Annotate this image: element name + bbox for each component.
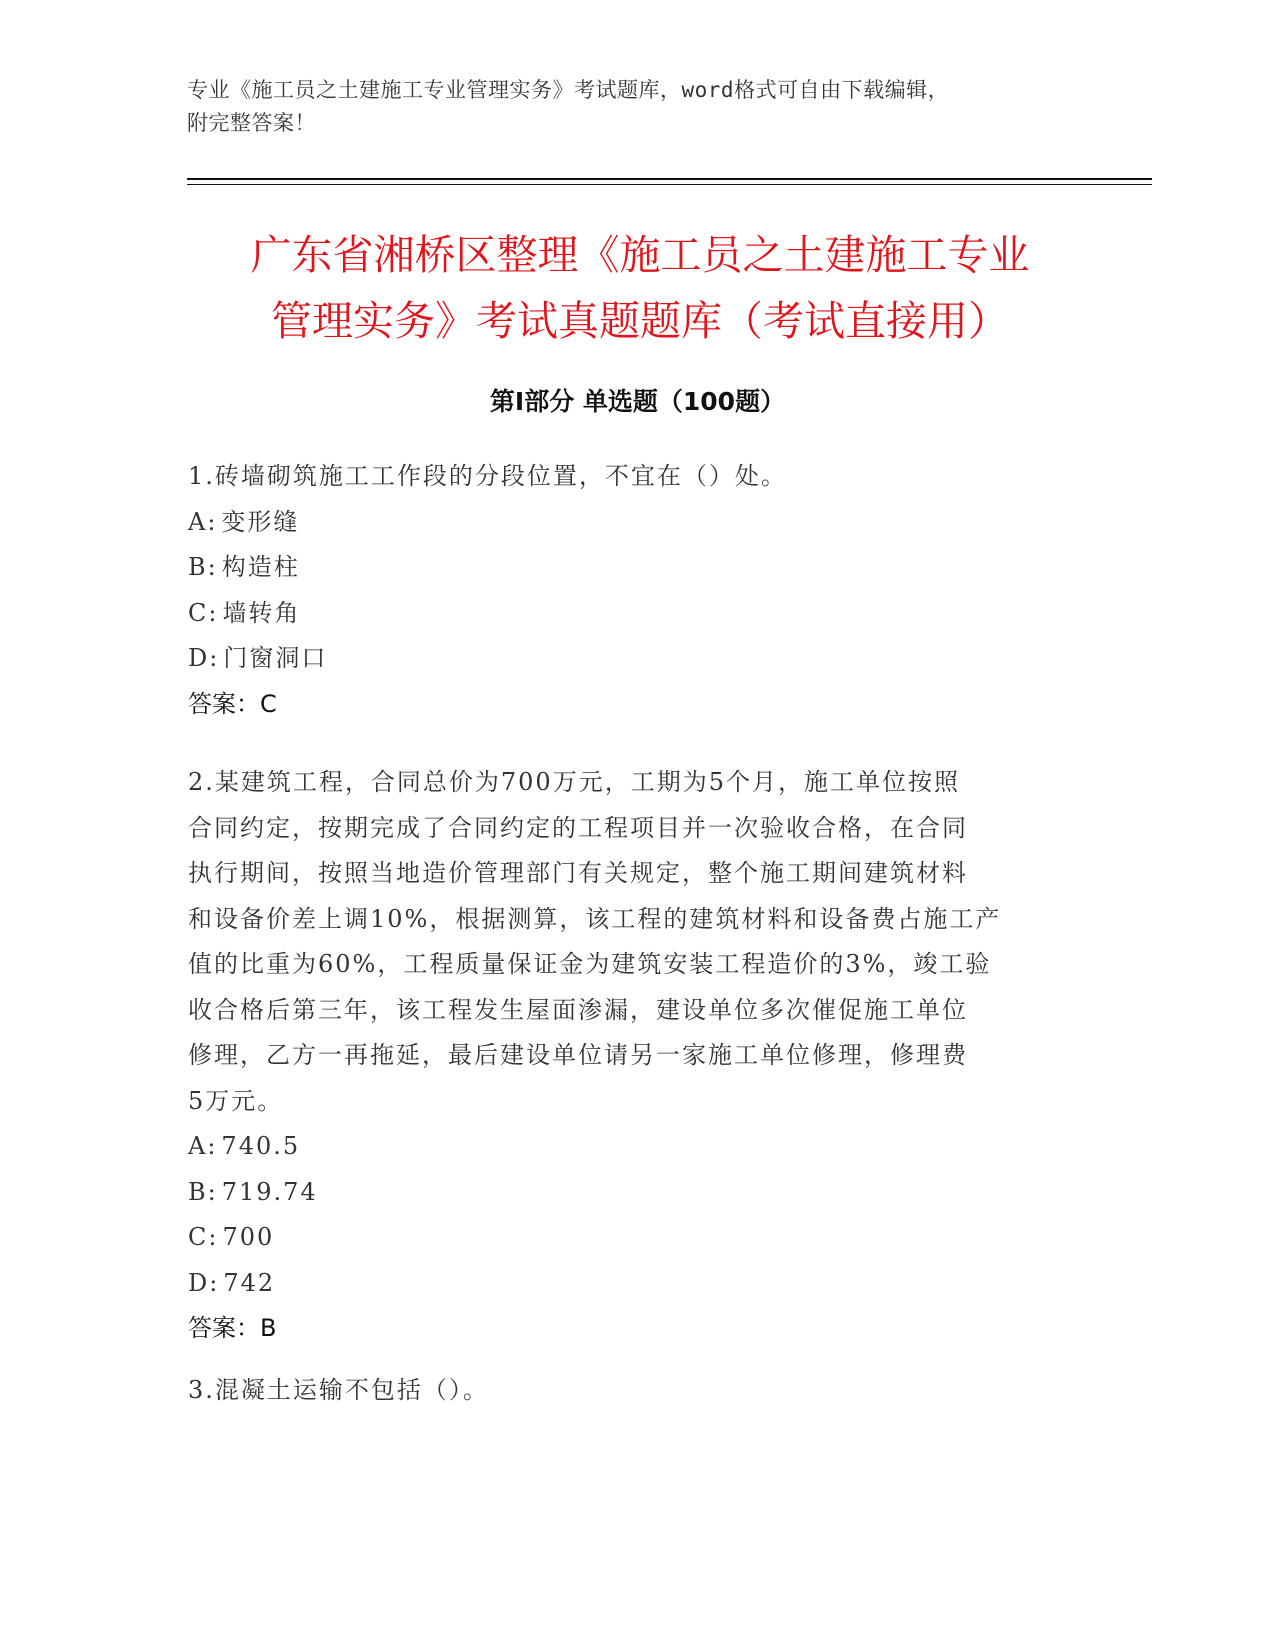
answer: 答案：B [188,1314,277,1342]
header-divider-thin [187,184,1152,185]
question-stem-line: 值的比重为60%，工程质量保证金为建筑安装工程造价的3%，竣工验 [188,950,992,978]
option-c [188,591,1088,637]
option-b [188,1170,1088,1216]
option-text: 变形缝 [221,507,300,536]
option-d [188,1261,1088,1307]
question-stem-line: 执行期间，按照当地造价管理部门有关规定，整个施工期间建筑材料 [188,859,968,887]
option-letter: A: [188,1132,218,1160]
option-letter: A: [188,507,218,536]
header-note [187,74,1067,140]
option-text: 构造柱 [221,553,300,581]
option-letter: C: [188,1223,219,1251]
question-stem-line: 合同约定，按期完成了合同约定的工程项目并一次验收合格，在合同 [188,813,968,842]
option-letter: D: [188,1268,220,1297]
option-d [188,636,1088,682]
question-stem: 3.混凝土运输不包括（）。 [188,1376,489,1404]
option-text: 墙转角 [222,598,301,627]
option-text: 700 [222,1223,275,1251]
document-title [190,222,1090,354]
header-note-line-2: 附完整答案！ [187,111,316,135]
question-stem-line: 收合格后第三年，该工程发生屋面渗漏，建设单位多次催促施工单位 [188,995,968,1024]
question-stem: 1.砖墙砌筑施工工作段的分段位置，不宜在（）处。 [188,462,787,490]
option-letter: C: [188,598,219,627]
question-stem-line: 5万元。 [188,1086,284,1115]
option-a [188,1124,1088,1170]
header-note-line-1: 专业《施工员之土建施工专业管理实务》考试题库，word格式可自由下载编辑， [187,78,950,102]
option-text: 719.74 [221,1177,318,1206]
option-letter: B: [188,553,218,581]
option-a [188,500,1088,546]
option-text: 742 [223,1268,276,1297]
header-divider-thick [187,178,1152,180]
question-1 [188,454,1088,727]
option-c [188,1215,1088,1261]
option-b [188,545,1088,591]
section-heading: 第Ⅰ部分 单选题（100题） [489,387,786,416]
question-stem-line: 和设备价差上调10%，根据测算，该工程的建筑材料和设备费占施工产 [188,904,1002,933]
question-stem-line: 2.某建筑工程，合同总价为700万元，工期为5个月，施工单位按照 [188,768,960,796]
answer: 答案：C [188,689,277,718]
option-text: 740.5 [221,1132,301,1160]
question-stem-line: 修理，乙方一再拖延，最后建设单位请另一家施工单位修理，修理费 [188,1041,968,1069]
option-text: 门窗洞口 [223,644,328,672]
option-letter: B: [188,1177,218,1206]
option-letter: D: [188,644,220,672]
question-2 [188,760,1088,1351]
question-3 [188,1368,1088,1414]
document-title-line-2: 管理实务》考试真题题库（考试直接用） [271,297,1009,345]
document-title-line-1: 广东省湘桥区整理《施工员之土建施工专业 [250,231,1030,279]
